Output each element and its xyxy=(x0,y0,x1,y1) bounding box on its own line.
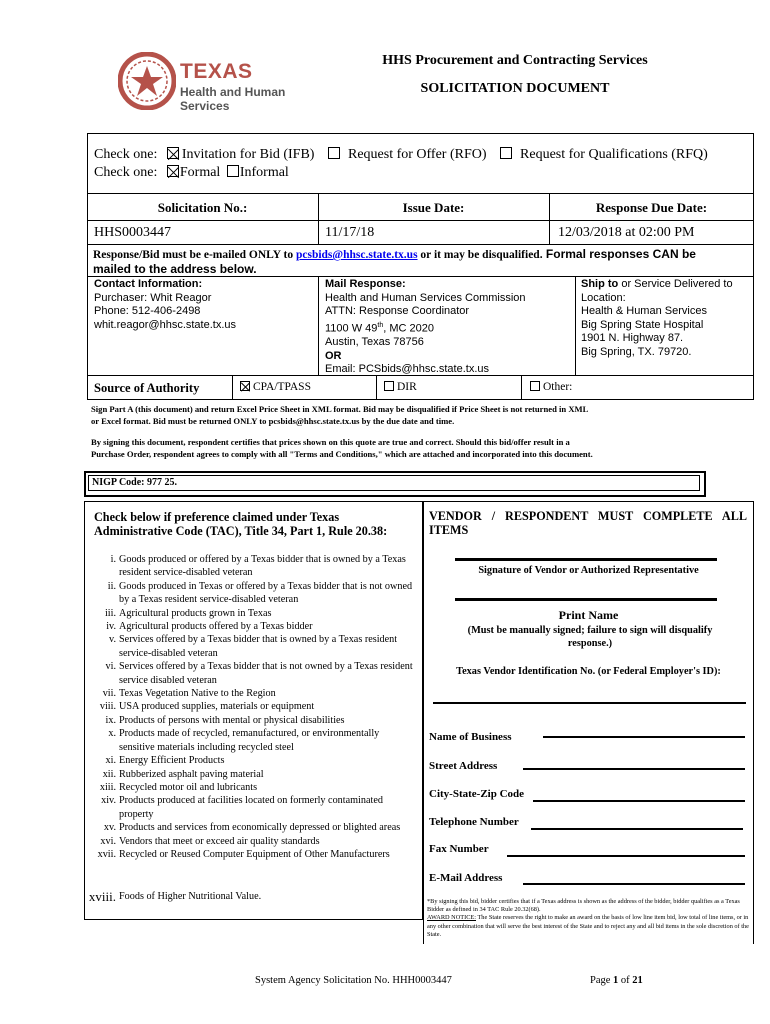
vendor-heading: VENDOR / RESPONDENT MUST COMPLETE ALL ITEMS xyxy=(429,509,747,537)
pcsbids-email-link[interactable]: pcsbids@hhsc.state.tx.us xyxy=(295,249,418,261)
mail-line1: Health and Human Services Commission xyxy=(325,291,526,304)
footer-page-number: Page 1 of 21 xyxy=(590,975,643,986)
preference-item[interactable] xyxy=(86,700,417,713)
preference-text: Texas Vegetation Native to the Region xyxy=(119,688,276,700)
mail-email: Email: PCSbids@hhsc.state.tx.us xyxy=(325,363,490,376)
preference-item[interactable] xyxy=(86,714,417,727)
mail-heading: Mail Response: xyxy=(325,278,406,290)
preference-text: Vendors that meet or exceed air quality standards xyxy=(119,835,320,847)
preference-text: Recycled or Reused Computer Equipment of Other Manufacturers xyxy=(119,848,390,860)
preference-text: Goods produced in Texas or offered by a Texas bidder that is not owned by a Texas resident service-disabled veteran xyxy=(119,580,413,606)
solicitation-no-label: Solicitation No.: xyxy=(157,200,248,215)
texas-star-seal-icon xyxy=(118,52,176,110)
preference-text: Products of persons with mental or physical disabilities xyxy=(119,714,345,726)
preference-text: Agricultural products offered by a Texas bidder xyxy=(119,621,313,633)
certify-line1: By signing this document, respondent certifies that prices shown on this quote are true and correct. Should this bid/offer result in a xyxy=(91,437,570,447)
preference-item[interactable] xyxy=(86,607,417,620)
authority-other xyxy=(530,381,572,393)
preference-text: Recycled motor oil and lubricants xyxy=(119,781,258,793)
preference-text: Services offered by a Texas bidder that is owned by a Texas resident service-disabled veteran xyxy=(119,634,398,659)
preference-num: xii. xyxy=(102,768,116,780)
preference-item[interactable] xyxy=(86,848,417,861)
tvin-line[interactable] xyxy=(433,702,746,704)
ship-line4: 1901 N. Highway 87. xyxy=(581,332,684,345)
fax-line[interactable] xyxy=(507,855,745,857)
mail-line3: 1100 W 49th, MC 2020 xyxy=(325,321,434,335)
preference-heading-line1: Check below if preference claimed under Texas xyxy=(94,510,340,524)
preference-num: ix. xyxy=(105,714,116,726)
ship-line2: Health & Human Services xyxy=(581,305,707,318)
contact-heading: Contact Information: xyxy=(94,278,203,290)
preference-num: i. xyxy=(110,554,116,565)
other-checkbox[interactable] xyxy=(530,381,540,391)
cpa-tpass-label: CPA/TPASS xyxy=(253,381,311,393)
source-of-authority-label: Source of Authority xyxy=(94,381,200,395)
issue-date-value: 11/17/18 xyxy=(325,225,375,240)
check-one-label: Check one: xyxy=(94,147,158,162)
city-line[interactable] xyxy=(533,800,745,802)
ship-to xyxy=(581,278,733,360)
ifb-label: Invitation for Bid (IFB) xyxy=(181,147,315,162)
rfq-checkbox[interactable] xyxy=(500,147,512,159)
instructions-line1: Sign Part A (this document) and return Excel Price Sheet in XML format. Bid may be disqualified if Price Sheet is not returned in XML xyxy=(91,404,589,414)
mail-response xyxy=(325,278,526,377)
certification xyxy=(91,436,593,460)
check-one-label-2: Check one: xyxy=(94,165,158,180)
preference-text: Products and services from economically depressed or blighted areas xyxy=(119,822,401,834)
preference-item[interactable] xyxy=(86,794,417,821)
award-notice: AWARD NOTICE: The State reserves the right to make an award on the basis of low line item bid, low total of line items, or in any other combination that will serve the best interest of the State and to reject any and all bid items in the sole discretion of the State. xyxy=(427,914,749,938)
mail-or: OR xyxy=(325,349,342,362)
preference-item[interactable] xyxy=(86,781,417,794)
ship-line3: Big Spring State Hospital xyxy=(581,318,704,331)
formal-label: Formal xyxy=(179,165,221,180)
preference-num: iii. xyxy=(104,607,116,619)
rfo-label: Request for Offer (RFO) xyxy=(347,147,487,162)
preference-text: Energy Efficient Products xyxy=(119,755,225,767)
authority-cpa xyxy=(240,381,311,393)
preference-num: xi. xyxy=(105,755,116,767)
instructions-line2: or Excel format. Bid must be returned ONLY to pcsbids@hhsc.state.tx.us by the due date and time. xyxy=(91,416,455,426)
preference-num: vi. xyxy=(105,661,116,673)
preference-text: Agricultural products grown in Texas xyxy=(119,607,272,619)
preference-item[interactable] xyxy=(86,553,417,580)
street-label: Street Address xyxy=(429,760,498,772)
preference-num-last: xviii. xyxy=(88,889,116,904)
informal-checkbox[interactable] xyxy=(227,165,239,177)
hhs-logo xyxy=(118,52,323,114)
preference-num: vii. xyxy=(102,688,116,700)
preference-num: xiii. xyxy=(99,781,116,793)
preference-item[interactable] xyxy=(86,768,417,781)
notice-part4: mailed to the address below. xyxy=(93,262,257,276)
formal-checkbox[interactable] xyxy=(167,165,179,177)
contact-purchaser: Purchaser: Whit Reagor xyxy=(94,291,212,304)
dir-checkbox[interactable] xyxy=(384,381,394,391)
solicitation-no-value: HHS0003447 xyxy=(94,225,172,240)
check-one-row-2 xyxy=(94,165,289,181)
business-line[interactable] xyxy=(543,736,745,738)
preference-text: USA produced supplies, materials or equipment xyxy=(119,701,315,713)
preference-num: xvii. xyxy=(97,848,116,860)
preference-num: iv. xyxy=(106,621,116,633)
preference-num: ii. xyxy=(107,580,116,592)
preference-text: Goods produced or offered by a Texas bidder that is owned by a Texas resident service-disabled veteran xyxy=(119,554,406,579)
business-label: Name of Business xyxy=(429,731,512,743)
preference-item[interactable] xyxy=(86,580,417,607)
email-label: E-Mail Address xyxy=(429,872,503,884)
contact-email: whit.reagor@hhsc.state.tx.us xyxy=(94,318,237,331)
print-name-line[interactable] xyxy=(455,598,717,601)
ship-line1: Location: xyxy=(581,291,626,304)
preference-num: x. xyxy=(108,728,116,740)
contact-info xyxy=(94,278,236,332)
contact-phone: Phone: 512-406-2498 xyxy=(94,305,201,318)
signature-label: Signature of Vendor or Authorized Representative xyxy=(478,565,699,576)
preference-text: Rubberized asphalt paving material xyxy=(119,768,264,780)
mail-line2: ATTN: Response Coordinator xyxy=(325,305,470,318)
other-label: Other: xyxy=(543,381,573,393)
preference-num: viii. xyxy=(99,701,116,713)
notice-part2: or it may be disqualified. xyxy=(417,249,543,261)
response-due-value: 12/03/2018 at 02:00 PM xyxy=(558,225,695,240)
notice-part3: Formal responses CAN be xyxy=(542,247,696,261)
preference-num: xiv. xyxy=(101,795,116,807)
preference-item[interactable] xyxy=(86,754,417,767)
certify-line2: Purchase Order, respondent agrees to comply with all "Terms and Conditions," which are attached and incorporated into this document. xyxy=(91,449,593,459)
mail-line4: Austin, Texas 78756 xyxy=(325,336,424,349)
rfo-checkbox[interactable] xyxy=(328,147,340,159)
informal-label: Informal xyxy=(239,165,289,180)
nigp-code: NIGP Code: 977 25. xyxy=(92,477,177,488)
preference-item[interactable] xyxy=(86,821,417,834)
dir-label: DIR xyxy=(397,381,417,393)
street-line[interactable] xyxy=(523,768,745,770)
logo-hhs-text: Health and Human Services xyxy=(180,85,286,113)
response-notice xyxy=(93,247,751,276)
preference-item-last[interactable] xyxy=(86,889,261,905)
preference-item[interactable] xyxy=(86,687,417,700)
preference-item[interactable] xyxy=(86,835,417,848)
email-line[interactable] xyxy=(523,883,745,885)
preference-item[interactable] xyxy=(86,633,417,660)
preference-text: Services offered by a Texas bidder that is not owned by a Texas resident service disabled veteran xyxy=(119,661,413,686)
fax-label: Fax Number xyxy=(429,843,489,855)
response-due-label: Response Due Date: xyxy=(595,200,708,215)
preference-heading xyxy=(94,510,414,538)
preference-heading-line2: Administrative Code (TAC), Title 34, Part 1, Rule 20.38: xyxy=(94,524,388,538)
header-subtitle: SOLICITATION DOCUMENT xyxy=(420,81,610,96)
print-name-label: Print Name xyxy=(558,608,619,622)
notice-part1: Response/Bid must be e-mailed ONLY to xyxy=(93,249,296,261)
rfq-label: Request for Qualifications (RFQ) xyxy=(520,147,708,162)
preference-text-last: Foods of Higher Nutritional Value. xyxy=(119,891,262,902)
vendor-fine-print xyxy=(427,898,749,939)
preference-num: v. xyxy=(109,634,116,646)
manual-sign-note: (Must be manually signed; failure to sign will disqualify response.) xyxy=(467,625,713,649)
authority-dir xyxy=(384,381,417,393)
preference-num: xv. xyxy=(103,822,116,834)
ship-line5: Big Spring, TX. 79720. xyxy=(581,345,692,358)
cpa-tpass-checkbox[interactable] xyxy=(240,381,250,391)
ifb-checkbox[interactable] xyxy=(167,147,179,159)
instructions xyxy=(91,403,588,427)
telephone-line[interactable] xyxy=(531,828,743,830)
issue-date-label: Issue Date: xyxy=(402,200,465,215)
preference-text: Products produced at facilities located on formerly contaminated property xyxy=(119,795,383,820)
logo-texas-text: TEXAS xyxy=(180,60,253,83)
preference-item[interactable] xyxy=(86,727,417,754)
preference-text: Products made of recycled, remanufactured, or environmentally sensitive materials including recycled steel xyxy=(119,728,380,753)
preference-list xyxy=(86,553,417,861)
telephone-label: Telephone Number xyxy=(429,816,519,828)
signature-line[interactable] xyxy=(455,558,717,561)
preference-item[interactable] xyxy=(86,620,417,633)
footer-solicitation-no: System Agency Solicitation No. HHH0003447 xyxy=(255,975,452,986)
ship-heading: Ship to or Service Delivered to xyxy=(581,278,733,290)
texas-bidder-certification: *By signing this bid, bidder certifies that if a Texas address is shown as the address of the bidder, bidder qualifies as a Texas Bidder as defined in 34 TAC Rule 20.32(68). xyxy=(427,898,740,914)
city-label: City-State-Zip Code xyxy=(429,788,525,800)
preference-num: xvi. xyxy=(100,835,116,847)
preference-item[interactable] xyxy=(86,660,417,687)
check-one-row-1 xyxy=(94,147,708,163)
header-title: HHS Procurement and Contracting Services xyxy=(382,53,648,68)
tvin-label: Texas Vendor Identification No. (or Federal Employer's ID): xyxy=(456,666,721,677)
